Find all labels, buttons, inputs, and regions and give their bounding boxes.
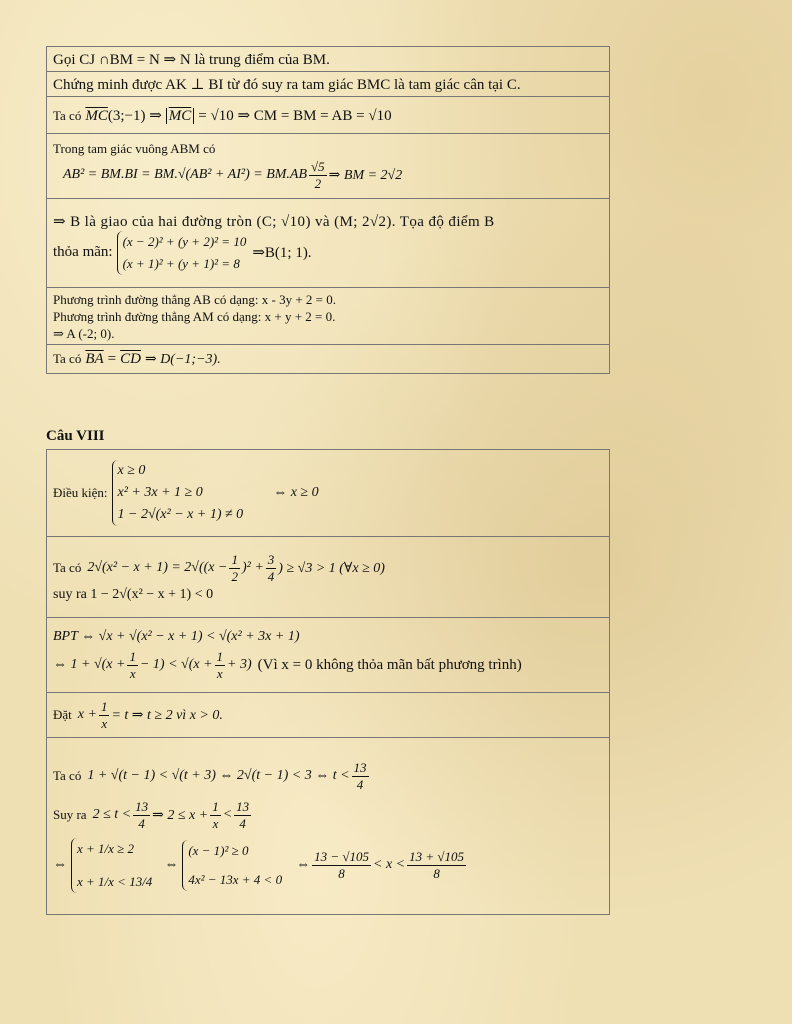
row-prefix: Ta có: [53, 351, 82, 366]
formula-part: x +: [77, 707, 97, 722]
formula-line: [53, 799, 603, 832]
row-text: Chứng minh được AK ⊥ BI từ đó suy ra tam giác BMC là tam giác cân tại C.: [47, 72, 610, 97]
formula-part: <: [222, 807, 233, 822]
formula-part: 2 ≤ t <: [92, 807, 132, 822]
fraction: $\frac{3}{4}$: [267, 551, 275, 584]
condition-label: Điều kiện:: [53, 485, 108, 500]
formula-line: [53, 552, 603, 585]
formula-line: [53, 838, 603, 893]
row-cell: [47, 288, 610, 345]
vector-mc: $\overline{MC}$: [85, 107, 108, 124]
formula-part: < x <: [373, 857, 406, 872]
formula-line: [53, 649, 603, 682]
row-prefix: Đặt: [53, 707, 72, 722]
system-result: ⇒B(1; 1).: [252, 245, 312, 261]
formula-part: 1 + √(t − 1) < √(t + 3) ⇔ 2√(t − 1) < 3 ⇔ t <: [87, 768, 350, 783]
table-row: [47, 537, 610, 618]
condition-result: ⇔ x ≥ 0: [273, 485, 319, 500]
formula-part: ⇔ 1 + √(x +: [53, 657, 126, 672]
system-label: thỏa mãn:: [53, 244, 113, 260]
table-row: [47, 288, 610, 345]
row-cell: [47, 450, 610, 537]
formula-part: = t ⇒ t ≥ 2 vì x > 0.: [111, 707, 223, 723]
equals: =: [107, 351, 117, 367]
row-text: Gọi CJ ∩BM = N ⇒ N là trung điểm của BM.: [47, 47, 610, 72]
row-cell: [47, 134, 610, 199]
table-row: [47, 450, 610, 537]
table-row: [47, 199, 610, 288]
vector-ba: $\overline{BA}$: [85, 351, 104, 367]
condition-system: x ≥ 0 x² + 3x + 1 ≥ 0 1 − 2√(x² − x + 1) ≠ 0: [108, 460, 244, 526]
row-cell: [47, 738, 610, 915]
formula-left: AB² = BM.BI = BM.√(AB² + AI²) = BM.AB: [63, 167, 308, 182]
equivalence-arrow: ⇔: [296, 857, 311, 872]
fraction: $\frac{1}{x}$: [216, 648, 224, 681]
row-result: ⇒ D(−1;−3).: [144, 352, 221, 367]
fraction: $\frac{13}{4}$: [236, 798, 250, 831]
formula-part: ⇒ 2 ≤ x +: [152, 807, 209, 823]
table-row: [47, 47, 610, 72]
row-prefix: Ta có: [53, 107, 82, 123]
equivalence-arrow: ⇔: [53, 857, 67, 872]
table-row: [47, 693, 610, 738]
formula-part: ) ≥ √3 > 1 (∀x ≥ 0): [278, 560, 385, 576]
row-prefix: Ta có: [53, 560, 82, 575]
formula-line: BPT ⇔ √x + √(x² − x + 1) < √(x² + 3x + 1): [53, 628, 300, 644]
table-row: [47, 738, 610, 915]
row-prefix: Ta có: [53, 768, 82, 783]
formula-line: [53, 760, 603, 793]
vector-cd: $\overline{CD}$: [120, 351, 141, 367]
equivalence-arrow: ⇔: [164, 857, 179, 872]
row-text: Phương trình đường thẳng AM có dạng: x + y + 2 = 0.: [53, 308, 336, 324]
section-title: Câu VIII: [46, 428, 105, 444]
equation-text: = √10 ⇒ CM = BM = AB = √10: [198, 107, 392, 124]
row-cell: [47, 199, 610, 288]
fraction: $\frac{1}{x}$: [129, 648, 136, 681]
inequality-system: x + 1/x ≥ 2 x + 1/x < 13/4: [67, 838, 152, 893]
table-row: [47, 72, 610, 97]
row-text: ⇒ A (-2; 0).: [53, 325, 115, 341]
vector-coords: (3;−1) ⇒: [107, 107, 162, 124]
table-row: [47, 618, 610, 693]
row-prefix: Suy ra: [53, 807, 87, 822]
system-line: [53, 231, 603, 275]
row-text: suy ra 1 − 2√(x² − x + 1) < 0: [53, 586, 214, 602]
vector-norm: $\overline{MC}$: [166, 108, 195, 124]
row-cell: [47, 537, 610, 618]
fraction: $\frac{13 + √105}{8}$: [409, 848, 465, 881]
fraction: $\frac{13}{4}$: [353, 759, 367, 792]
formula-part: − 1) < √(x +: [139, 657, 213, 672]
condition-line: [53, 460, 603, 526]
row-cell: [47, 618, 610, 693]
row-text: Phương trình đường thẳng AB có dạng: x - 3y + 2 = 0.: [53, 291, 336, 307]
table-row: [47, 134, 610, 199]
fraction: $\frac{1}{2}$: [231, 551, 238, 584]
fraction: $\frac{√5}{2}$: [311, 158, 325, 191]
fraction: $\frac{1}{x}$: [100, 698, 108, 731]
formula-part: )² +: [241, 560, 264, 575]
formula-line: [63, 159, 603, 192]
fraction: $\frac{13 - √105}{8}$: [314, 848, 369, 881]
row-text: ⇒ B là giao của hai đường tròn (C; √10) và (M; 2√2). Tọa độ điểm B: [53, 213, 495, 230]
row-cell: [47, 97, 610, 134]
note-text: (Vì x = 0 không thỏa mãn bất phương trình): [257, 656, 522, 673]
formula-right: ⇒ BM = 2√2: [328, 167, 403, 183]
row-cell: [47, 345, 610, 374]
fraction: $\frac{1}{x}$: [212, 798, 219, 831]
row-cell: [47, 693, 610, 738]
solution-table-part1: [46, 46, 610, 374]
inequality-system: (x − 1)² ≥ 0 4x² − 13x + 4 < 0: [178, 840, 282, 891]
equation-system: (x − 2)² + (y + 2)² = 10 (x + 1)² + (y + 1)² = 8: [113, 231, 247, 275]
row-title: Trong tam giác vuông ABM có: [53, 140, 216, 156]
fraction: $\frac{13}{4}$: [135, 798, 149, 831]
table-row: [47, 345, 610, 374]
formula-line: [53, 699, 603, 732]
formula-part: 2√(x² − x + 1) = 2√((x −: [87, 560, 228, 575]
table-row: [47, 97, 610, 134]
solution-table-part2: [46, 449, 610, 915]
formula-part: + 3): [227, 657, 252, 672]
